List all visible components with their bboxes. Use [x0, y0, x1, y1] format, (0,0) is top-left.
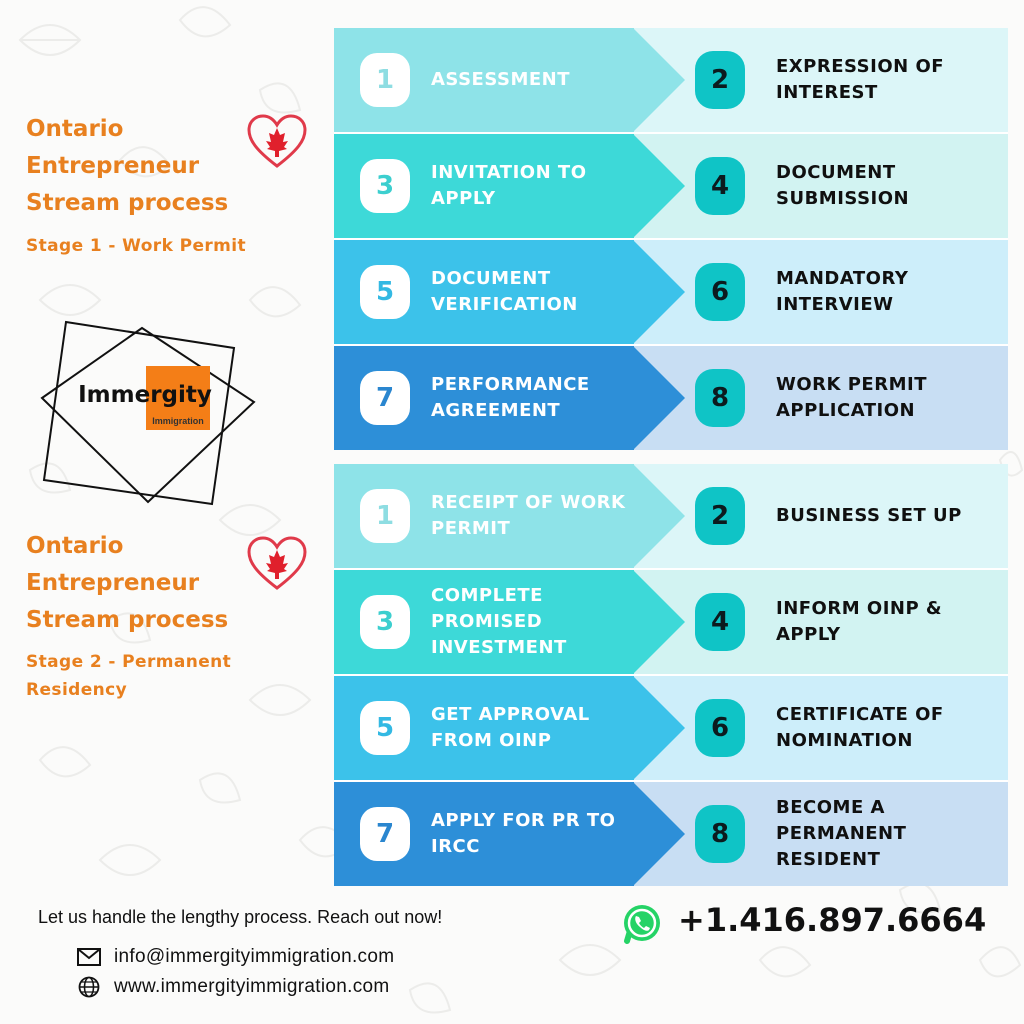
envelope-icon	[76, 946, 102, 968]
step-row	[334, 570, 1008, 676]
website-link[interactable]: www.immergityimmigration.com	[114, 976, 390, 998]
chevron-arrow	[633, 346, 685, 450]
step-row	[334, 676, 1008, 782]
step-number-badge: 8	[695, 805, 745, 863]
step-label: MANDATORY INTERVIEW	[776, 268, 909, 315]
stage1-title-line: Ontario	[26, 116, 124, 142]
stage1-title-line: Stream process	[26, 190, 229, 216]
step-row	[334, 240, 1008, 346]
email-contact[interactable]	[76, 946, 394, 968]
step-number-badge: 6	[695, 263, 745, 321]
step-number-badge: 8	[695, 369, 745, 427]
step-number-badge: 5	[360, 701, 410, 755]
step-number-badge: 2	[695, 51, 745, 109]
call-to-action-text: Let us handle the lengthy process. Reach out now!	[38, 907, 443, 927]
chevron-arrow	[633, 240, 685, 344]
step-row	[334, 134, 1008, 240]
logo-tagline: Immigration	[152, 416, 204, 426]
stage2-subtitle: Stage 2 - Permanent Residency	[26, 652, 232, 700]
step-label: CERTIFICATE OF NOMINATION	[776, 704, 944, 751]
chevron-arrow	[633, 28, 685, 132]
whatsapp-icon	[620, 901, 664, 945]
website-contact[interactable]	[76, 976, 390, 998]
step-label: ASSESSMENT	[431, 69, 571, 90]
chevron-arrow	[633, 676, 685, 780]
step-row	[334, 464, 1008, 570]
step-label: WORK PERMIT APPLICATION	[776, 374, 927, 421]
step-label: APPLY FOR PR TO IRCC	[431, 810, 616, 857]
logo-name: Immergity	[78, 382, 212, 408]
globe-icon	[76, 976, 102, 998]
email-link[interactable]: info@immergityimmigration.com	[114, 946, 395, 968]
chevron-arrow	[633, 570, 685, 674]
step-row	[334, 782, 1008, 886]
step-number-badge: 1	[360, 53, 410, 107]
step-label: DOCUMENT SUBMISSION	[776, 162, 910, 209]
step-row	[334, 28, 1008, 134]
step-number-badge: 4	[695, 157, 745, 215]
step-label: EXPRESSION OF INTEREST	[776, 56, 945, 103]
step-label: COMPLETE PROMISED INVESTMENT	[431, 585, 567, 658]
step-label: INFORM OINP & APPLY	[776, 598, 943, 645]
step-label: BUSINESS SET UP	[776, 505, 962, 526]
step-number-badge: 3	[360, 159, 410, 213]
maple-leaf-heart-icon	[246, 536, 308, 592]
chevron-arrow	[633, 782, 685, 886]
stage1-steps-panel	[334, 28, 1008, 450]
step-label: RECEIPT OF WORK PERMIT	[431, 492, 626, 539]
step-number-badge: 2	[695, 487, 745, 545]
step-number-badge: 7	[360, 371, 410, 425]
stage2-title-line: Stream process	[26, 607, 229, 633]
step-number-badge: 3	[360, 595, 410, 649]
step-label: GET APPROVAL FROM OINP	[431, 704, 590, 751]
stage2-title-line: Entrepreneur	[26, 570, 200, 596]
step-number-badge: 4	[695, 593, 745, 651]
step-number-badge: 7	[360, 807, 410, 861]
step-label: PERFORMANCE AGREEMENT	[431, 374, 590, 421]
step-number-badge: 1	[360, 489, 410, 543]
chevron-arrow	[633, 464, 685, 568]
phone-number[interactable]: +1.416.897.6664	[678, 901, 987, 939]
step-row	[334, 346, 1008, 450]
maple-leaf-heart-icon	[246, 114, 308, 170]
step-label: INVITATION TO APPLY	[431, 162, 587, 209]
chevron-arrow	[633, 134, 685, 238]
step-number-badge: 5	[360, 265, 410, 319]
stage2-steps-panel	[334, 464, 1008, 886]
step-label: DOCUMENT VERIFICATION	[431, 268, 578, 315]
step-label: BECOME A PERMANENT RESIDENT	[776, 797, 907, 870]
stage2-title-line: Ontario	[26, 533, 124, 559]
stage1-title-line: Entrepreneur	[26, 153, 200, 179]
step-number-badge: 6	[695, 699, 745, 757]
stage1-subtitle: Stage 1 - Work Permit	[26, 236, 247, 256]
